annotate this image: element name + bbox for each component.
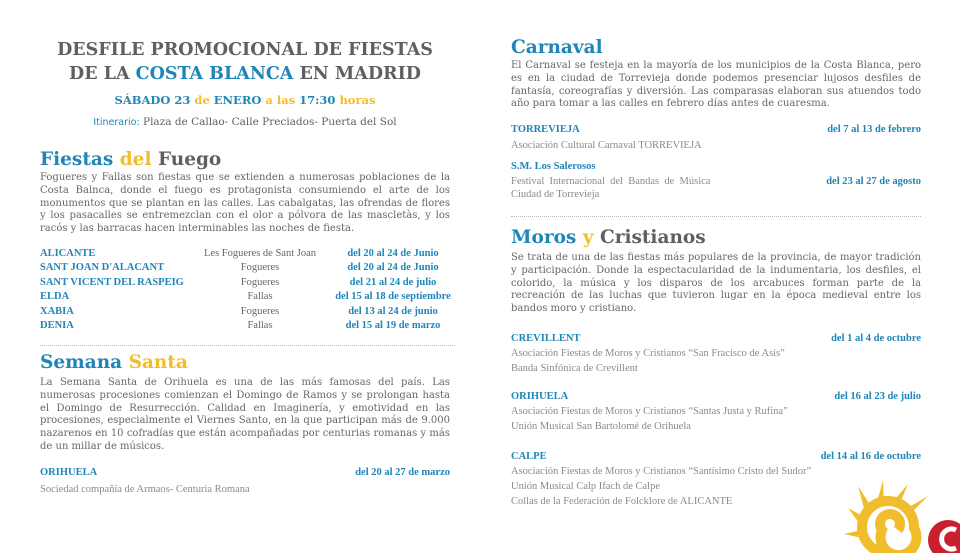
organizer: Asociación Fiestas de Moros y Cristianos “San Fracisco de Asís”: [511, 348, 785, 360]
costa-blanca-sun-logo: [838, 478, 960, 553]
title-part: DE LA: [69, 64, 136, 84]
itinerary-label: Itinerario:: [93, 117, 140, 128]
event-datetime: [40, 93, 450, 107]
fiesta: Fogueres: [240, 305, 280, 317]
date: del 20 al 24 de Junio: [347, 248, 439, 259]
organizer: Asociación Cultural Carnaval TORREVIEJA: [511, 140, 702, 151]
t: del: [119, 149, 158, 170]
organizer: Asociación Fiestas de Moros y Cristianos “Santas Justa y Rufina”: [511, 406, 788, 418]
t: 17:30: [299, 93, 340, 107]
title-line-1: DESFILE PROMOCIONAL DE FIESTAS: [57, 40, 433, 60]
title-line-2: [40, 62, 450, 86]
itinerary: [40, 116, 450, 128]
t: horas: [339, 93, 376, 107]
t: Cristianos: [599, 227, 706, 248]
date: del 15 al 18 de septiembre: [335, 291, 451, 303]
organizer: Asociación Fiestas de Moros y Cristianos “Santísimo Cristo del Sudor”: [511, 466, 812, 478]
moros-event-crevillent: [511, 332, 921, 376]
section-title-moros: [511, 227, 706, 249]
organizer: Unión Musical Calp Ifach de Calpe: [511, 481, 660, 493]
event-row: [511, 332, 921, 346]
event-row: [511, 160, 595, 174]
semana-description: La Semana Santa de Orihuela es una de las más famosas del país. Las numerosas procesiones comienzan el Domingo de Ramos y se prolongan hasta el Domingo de Resurrección. Calidad en Imaginería, y emotividad en las procesiones, especialmente el Viernes Santo, en la que participan más de 9.000 nazarenos en 10 cofradías que están acompañadas por centurias romanas y más de un millar de músicos.: [40, 377, 450, 452]
carnaval-description: El Carnaval se festeja en la mayoría de los municipios de la Costa Blanca, pero es en la ciudad de Torrevieja donde podemos presenciar lujosos desfiles de fantasía, coreografías y diversión. Las comparasas elaboran sus atuendos todo año para tomar a las calles en febrero días antes de cuaresma.: [511, 60, 921, 110]
city: SANT VICENT DEL RASPEIG: [40, 276, 184, 288]
fiesta: Fogueres: [240, 262, 280, 274]
city: CALPE: [511, 451, 547, 462]
moros-description: Se trata de una de las fiestas más populares de la provincia, de mayor tradición y participación. Donde la espectacularidad de la indumentaria, los desfiles, el colorido, la música y los disparos de los arcabuces forman parte de la recreación de las luchas que tuvieron lugar en la época medieval entre los bandos moro y cristiano.: [511, 252, 921, 315]
title-part: COSTA BLANCA: [135, 64, 294, 84]
fuego-table: [40, 247, 456, 333]
city: S.M. Los Salerosos: [511, 161, 596, 172]
section-title-carnaval: Carnaval: [511, 37, 603, 58]
organizer: Collas de la Federación de Folcklore de ALICANTE: [511, 496, 733, 508]
date: del 1 al 4 de octubre: [831, 333, 921, 344]
organizer: Unión Musical San Bartolomé de Orihuela: [511, 421, 691, 433]
divider: [40, 345, 455, 346]
date: del 14 al 16 de octubre: [820, 451, 921, 462]
carnaval-event-2: [511, 175, 921, 201]
fiesta: Fallas: [247, 291, 273, 303]
organizer: [511, 175, 710, 201]
moros-event-orihuela: [511, 390, 921, 434]
event-row: [40, 466, 450, 480]
organizer: Sociedad compañía de Armaos- Centuria Romana: [40, 484, 250, 495]
t: Fuego: [157, 149, 222, 170]
date: del 23 al 27 de agosto: [826, 176, 921, 187]
date: del 20 al 24 de Junio: [347, 262, 439, 274]
date: del 7 al 13 de febrero: [827, 124, 921, 135]
t: Moros: [511, 227, 583, 248]
section-title-fuego: [40, 149, 221, 171]
date: del 16 al 23 de julio: [834, 391, 921, 402]
event-row: [511, 390, 921, 404]
divider: [511, 216, 921, 217]
t: Santa: [128, 352, 188, 373]
event-row: [511, 123, 921, 137]
date: del 15 al 19 de marzo: [345, 320, 441, 332]
organizer: Banda Sinfónica de Crevillent: [511, 363, 638, 375]
date: del 20 al 27 de marzo: [355, 467, 450, 478]
t: ENERO: [213, 93, 266, 107]
t: de: [194, 93, 214, 107]
date: del 21 al 24 de julio: [349, 276, 437, 288]
t: Ciudad de Torrevieja: [511, 189, 600, 200]
fiesta: Fogueres: [240, 276, 280, 288]
city: TORREVIEJA: [511, 124, 580, 135]
city: XABIA: [40, 305, 74, 317]
itinerary-text: Plaza de Callao- Calle Preciados- Puerta del Sol: [139, 116, 397, 128]
t: a las: [265, 93, 300, 107]
city: ALICANTE: [40, 248, 96, 259]
city: DENIA: [40, 320, 74, 332]
event-row: [511, 450, 921, 464]
fuego-description: Fogueres y Fallas son fiestas que se extienden a numerosas poblaciones de la Costa Balnca, donde el fuego es protagonista consumiendo el arte de los monumentos que se plantan en las calles. Las cabalgatas, las ofrendas de flores y los pasacalles se entremezclan con el olor a pólvora de las mascletàs, y los racós y las barracas hacen interminables las noches de fiesta.: [40, 172, 450, 235]
date: del 13 al 24 de junio: [348, 305, 438, 317]
t: Semana: [40, 352, 129, 373]
fiesta: Les Fogueres de Sant Joan: [204, 248, 316, 259]
t: y: [582, 227, 600, 248]
city: ORIHUELA: [511, 391, 569, 402]
title-part: EN MADRID: [293, 64, 421, 84]
city: ELDA: [40, 291, 70, 303]
t: Festival Internacional del Bandas de Música: [511, 176, 711, 187]
t: SÁBADO 23: [114, 93, 195, 107]
city: ORIHUELA: [40, 467, 98, 478]
section-title-semana-santa: [40, 352, 188, 374]
main-title: [40, 38, 450, 86]
t: Fiestas: [40, 149, 120, 170]
city: SANT JOAN D'ALACANT: [40, 262, 165, 274]
city: CREVILLENT: [511, 333, 581, 344]
fiesta: Fallas: [247, 320, 273, 332]
